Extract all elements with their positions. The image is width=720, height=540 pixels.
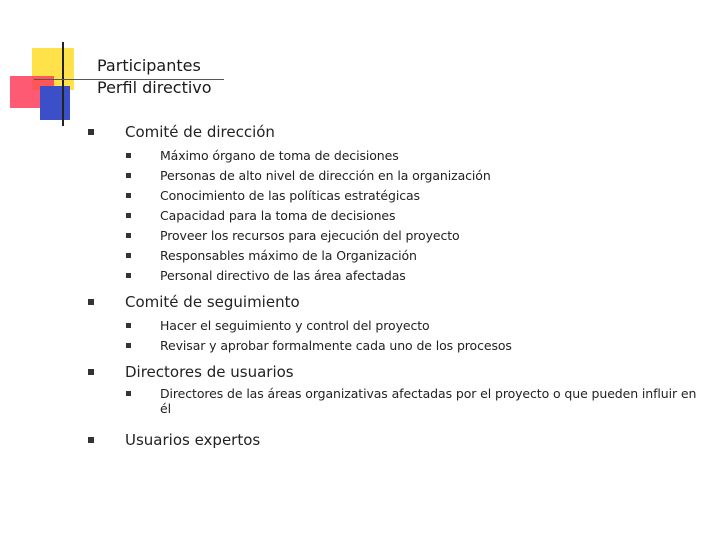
square-bullet-icon <box>126 213 131 218</box>
square-bullet-icon <box>126 323 131 328</box>
decor-vertical-line <box>62 42 64 126</box>
list-item-text: Proveer los recursos para ejecución del proyecto <box>160 228 460 243</box>
section-heading-text: Directores de usuarios <box>125 363 294 381</box>
section-heading <box>88 430 700 450</box>
sub-bullet-list <box>88 386 700 416</box>
square-bullet-icon <box>126 391 131 396</box>
list-item <box>88 266 700 286</box>
list-item-text: Máximo órgano de toma de decisiones <box>160 148 399 163</box>
list-item <box>88 226 700 246</box>
list-item <box>88 166 700 186</box>
section-heading-text: Comité de seguimiento <box>125 293 300 311</box>
section-heading-text: Comité de dirección <box>125 123 275 141</box>
square-bullet-icon <box>126 193 131 198</box>
sub-bullet-list <box>88 146 700 286</box>
square-bullet-icon <box>88 129 94 135</box>
square-bullet-icon <box>126 173 131 178</box>
list-item <box>88 316 700 336</box>
section-heading <box>88 362 700 382</box>
sub-bullet-list <box>88 316 700 356</box>
square-bullet-icon <box>126 343 131 348</box>
list-item <box>88 206 700 226</box>
section-heading <box>88 292 700 312</box>
list-item-text: Personas de alto nivel de dirección en la organización <box>160 168 491 183</box>
square-bullet-icon <box>126 273 131 278</box>
list-item <box>88 336 700 356</box>
list-item-text: Capacidad para la toma de decisiones <box>160 208 396 223</box>
list-item <box>88 146 700 166</box>
square-bullet-icon <box>126 233 131 238</box>
list-item-text: Hacer el seguimiento y control del proyecto <box>160 318 430 333</box>
list-item-text: Directores de las áreas organizativas afectadas por el proyecto o que pueden influir en él <box>160 386 697 416</box>
decor-blue-square <box>40 86 70 120</box>
square-bullet-icon <box>126 153 131 158</box>
bullet-content <box>88 122 700 450</box>
slide-title <box>97 55 212 99</box>
section-heading-text: Usuarios expertos <box>125 431 261 449</box>
title-line-2: Perfil directivo <box>97 78 212 97</box>
list-item <box>88 246 700 266</box>
list-item-text: Personal directivo de las área afectadas <box>160 268 406 283</box>
list-item <box>88 386 700 416</box>
section-heading <box>88 122 700 142</box>
title-line-1: Participantes <box>97 56 201 75</box>
square-bullet-icon <box>126 253 131 258</box>
list-item-text: Revisar y aprobar formalmente cada uno de los procesos <box>160 338 512 353</box>
square-bullet-icon <box>88 299 94 305</box>
list-item-text: Conocimiento de las políticas estratégicas <box>160 188 420 203</box>
square-bullet-icon <box>88 369 94 375</box>
square-bullet-icon <box>88 437 94 443</box>
list-item-text: Responsables máximo de la Organización <box>160 248 417 263</box>
list-item <box>88 186 700 206</box>
